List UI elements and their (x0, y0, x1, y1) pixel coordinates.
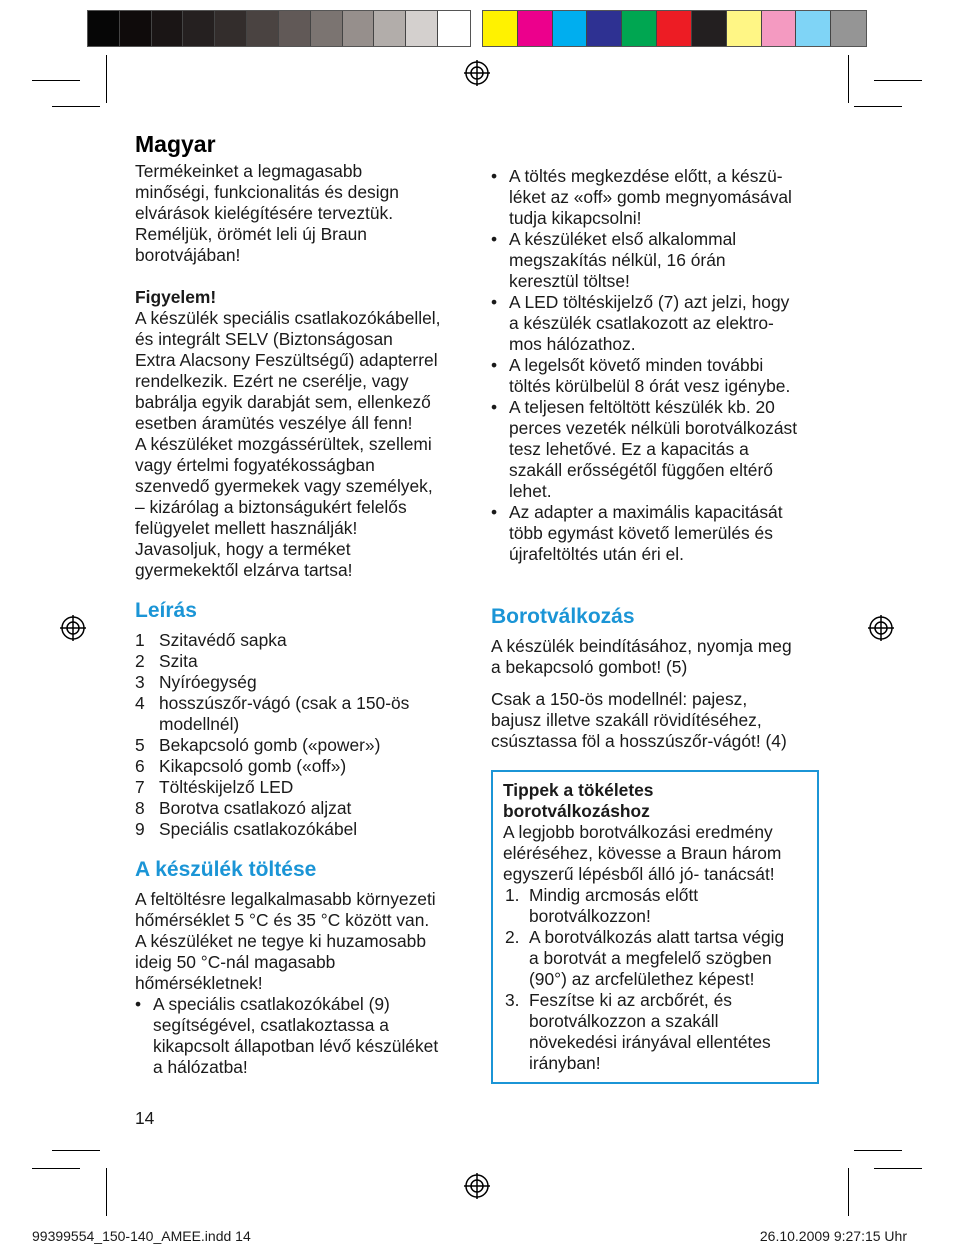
item-text: Speciális csatlakozókábel (159, 819, 358, 839)
tips-title: Tippek a tökéletes (503, 780, 654, 800)
color-swatch (622, 11, 657, 46)
item-text: Szitavédő sapka (159, 630, 287, 650)
item-number: 2. (505, 927, 520, 947)
text-line: hőmérséklet 5 °C és 35 °C között van. (135, 910, 430, 930)
registration-mark-icon (464, 60, 490, 86)
text-line: • A legelsőt követő minden további (509, 355, 764, 375)
item-number: 9 (135, 819, 145, 839)
item-text: modellnél) (159, 714, 240, 734)
item-number: 3. (505, 990, 520, 1010)
text-line: csúsztassa föl a hosszúszőr-vágót! (4) (491, 731, 787, 751)
text-line: gyermekektől elzárva tartsa! (135, 560, 353, 580)
text-line: • A teljesen feltöltött készülék kb. 20 (509, 397, 775, 417)
left-column (135, 130, 470, 1078)
text-line: ideig 50 °C-nál magasabb (135, 952, 336, 972)
text-line: – kizárólag a biztonságukért felelős (135, 497, 407, 517)
color-swatch (343, 11, 375, 46)
tips-box (491, 770, 819, 1084)
text-line: Termékeinket a legmagasabb (135, 161, 363, 181)
text-line: tudja kikapcsolni! (509, 208, 642, 228)
text-line: babrálja egyik darabját sem, ellenkező (135, 392, 431, 412)
parts-list (135, 630, 470, 840)
text-line: vagy értelmi fogyatékosságban (135, 455, 375, 475)
charging-bullets (135, 994, 470, 1078)
list-item (491, 229, 826, 292)
item-number: 1 (135, 630, 145, 650)
color-swatch (587, 11, 622, 46)
text-line: egyszerű lépésből álló jó- tanácsát! (503, 864, 775, 884)
list-item (503, 990, 807, 1074)
text-line: tesz lehetővé. Ez a kapacitás a (509, 439, 749, 459)
color-swatch (438, 11, 470, 46)
item-text: (90°) az arcfelülethez képest! (529, 969, 755, 989)
color-swatch (406, 11, 438, 46)
description-heading: Leírás (135, 599, 197, 622)
color-swatch (120, 11, 152, 46)
list-item (135, 756, 470, 777)
text-line: minőségi, funkcionalitás és design (135, 182, 399, 202)
warning-paragraph (135, 308, 470, 581)
item-number: 2 (135, 651, 145, 671)
item-number: 7 (135, 777, 145, 797)
tips-title: borotválkozáshoz (503, 801, 650, 821)
text-line: perces vezeték nélküli borotválkozást (509, 418, 798, 438)
text-line: újrafeltöltés után éri el. (509, 544, 684, 564)
list-item (503, 927, 807, 990)
footer-date: 26.10.2009 9:27:15 Uhr (759, 1228, 907, 1244)
text-line: a bekapcsoló gombot! (5) (491, 657, 688, 677)
text-line: • Az adapter a maximális kapacitását (509, 502, 783, 522)
list-item (491, 355, 826, 397)
text-line: léket az «off» gomb megnyomásával (509, 187, 792, 207)
crop-mark (854, 1150, 902, 1151)
crop-mark (106, 1168, 107, 1216)
intro-paragraph (135, 161, 470, 266)
warning-title: Figyelem! (135, 287, 217, 307)
list-item (491, 292, 826, 355)
list-item (135, 819, 470, 840)
text-line: • A speciális csatlakozókábel (9) (153, 994, 390, 1014)
process-color-bar (482, 10, 867, 47)
text-line: megszakítás nélkül, 16 órán (509, 250, 726, 270)
text-line: lehet. (509, 481, 552, 501)
color-swatch (374, 11, 406, 46)
item-number: 8 (135, 798, 145, 818)
text-line: borotvájában! (135, 245, 241, 265)
shaving-paragraph-1 (491, 636, 826, 678)
page-number: 14 (135, 1108, 155, 1128)
text-line: A készülék beindításához, nyomja meg (491, 636, 792, 656)
list-item (491, 502, 826, 565)
text-line: szakáll erősségétől függően eltérő (509, 460, 773, 480)
list-item (491, 166, 826, 229)
item-text: A borotválkozás alatt tartsa végig (529, 927, 785, 947)
text-line: elvárások kielégítésére terveztük. (135, 203, 394, 223)
text-line: Csak a 150-ös modellnél: pajesz, (491, 689, 748, 709)
text-line: A készüléket mozgássérültek, szellemi (135, 434, 432, 454)
item-text: hosszúszőr-vágó (csak a 150-ös (159, 693, 410, 713)
text-line: szenvedő gyermekek vagy személyek, (135, 476, 433, 496)
crop-mark (32, 1168, 80, 1169)
text-line: segítségével, csatlakoztassa a (153, 1015, 389, 1035)
color-swatch (553, 11, 588, 46)
text-line: • A készüléket első alkalommal (509, 229, 737, 249)
color-swatch (152, 11, 184, 46)
crop-mark (52, 1150, 100, 1151)
color-swatch (796, 11, 831, 46)
color-swatch (518, 11, 553, 46)
text-line: és integrált SELV (Biztonságosan (135, 329, 393, 349)
registration-mark-icon (464, 1173, 490, 1199)
list-item (135, 630, 470, 651)
color-swatch (183, 11, 215, 46)
text-line: eléréséhez, kövesse a Braun három (503, 843, 782, 863)
text-line: hőmérsékletnek! (135, 973, 263, 993)
item-text: növekedési irányával ellentétes (529, 1032, 771, 1052)
item-number: 4 (135, 693, 145, 713)
registration-mark-icon (868, 615, 894, 641)
item-text: Mindig arcmosás előtt (529, 885, 699, 905)
color-swatch (831, 11, 866, 46)
text-line: bajusz illetve szakáll rövidítéséhez, (491, 710, 762, 730)
crop-mark (848, 1168, 849, 1216)
right-column (491, 166, 826, 1084)
text-line: esetben áramütés veszélye áll fenn! (135, 413, 413, 433)
footer-file-info: 99399554_150-140_AMEE.indd 14 (32, 1228, 251, 1244)
text-line: • A töltés megkezdése előtt, a készü- (509, 166, 783, 186)
color-swatch (727, 11, 762, 46)
color-swatch (311, 11, 343, 46)
list-item (135, 672, 470, 693)
crop-mark (106, 55, 107, 103)
color-swatch (88, 11, 120, 46)
list-item (135, 994, 470, 1078)
list-item (135, 651, 470, 672)
list-item (135, 798, 470, 819)
item-number: 1. (505, 885, 520, 905)
text-line: kikapcsolt állapotban lévő készüléket (153, 1036, 439, 1056)
shaving-paragraph-2 (491, 689, 826, 752)
tips-list (503, 885, 807, 1074)
list-item (135, 777, 470, 798)
crop-mark (874, 1168, 922, 1169)
list-item (135, 735, 470, 756)
item-text: Borotva csatlakozó aljzat (159, 798, 352, 818)
text-line: több egymást követő lemerülés és (509, 523, 773, 543)
text-line: a hálózatba! (153, 1057, 248, 1077)
item-text: Nyíróegység (159, 672, 257, 692)
text-line: a készülék csatlakozott az elektro- (509, 313, 774, 333)
item-text: borotválkozzon a szakáll (529, 1011, 719, 1031)
color-swatch (247, 11, 279, 46)
color-swatch (692, 11, 727, 46)
color-swatch (279, 11, 311, 46)
text-line: mos hálózathoz. (509, 334, 636, 354)
text-line: A feltöltésre legalkalmasabb környezeti (135, 889, 436, 909)
item-text: Töltéskijelző LED (159, 777, 294, 797)
shaving-heading: Borotválkozás (491, 605, 635, 628)
text-line: A legjobb borotválkozási eredmény (503, 822, 773, 842)
crop-mark (874, 80, 922, 81)
item-text: irányban! (529, 1053, 601, 1073)
item-text: borotválkozzon! (529, 906, 651, 926)
text-line: töltés körülbelül 8 órát vesz igénybe. (509, 376, 791, 396)
text-line: keresztül töltse! (509, 271, 630, 291)
item-number: 6 (135, 756, 145, 776)
list-item (503, 885, 807, 927)
item-text: Szita (159, 651, 198, 671)
text-line: A készülék speciális csatlakozókábellel, (135, 308, 441, 328)
list-item (491, 397, 826, 502)
text-line: A készüléket ne tegye ki huzamosabb (135, 931, 426, 951)
text-line: • A LED töltéskijelző (7) azt jelzi, hogy (509, 292, 790, 312)
text-line: felügyelet mellett használják! (135, 518, 358, 538)
color-swatch (657, 11, 692, 46)
text-line: Reméljük, örömét leli új Braun (135, 224, 367, 244)
item-text: Kikapcsoló gomb («off») (159, 756, 347, 776)
text-line: rendelkezik. Ezért ne cserélje, vagy (135, 371, 409, 391)
language-title: Magyar (135, 131, 216, 157)
registration-mark-icon (60, 615, 86, 641)
item-text: Bekapcsoló gomb («power») (159, 735, 381, 755)
item-text: Feszítse ki az arcbőrét, és (529, 990, 732, 1010)
color-swatch (215, 11, 247, 46)
charging-bullets-continued (491, 166, 826, 565)
text-line: Extra Alacsony Feszültségű) adapterrel (135, 350, 438, 370)
grayscale-color-bar (87, 10, 471, 47)
list-item (135, 693, 470, 735)
crop-mark (52, 106, 100, 107)
charging-heading: A készülék töltése (135, 858, 317, 881)
color-swatch (762, 11, 797, 46)
crop-mark (32, 80, 80, 81)
item-number: 3 (135, 672, 145, 692)
crop-mark (848, 55, 849, 103)
crop-mark (854, 106, 902, 107)
item-text: a borotvát a megfelelő szögben (529, 948, 772, 968)
charging-paragraph (135, 889, 470, 994)
text-line: Javasoljuk, hogy a terméket (135, 539, 351, 559)
item-number: 5 (135, 735, 145, 755)
color-swatch (483, 11, 518, 46)
